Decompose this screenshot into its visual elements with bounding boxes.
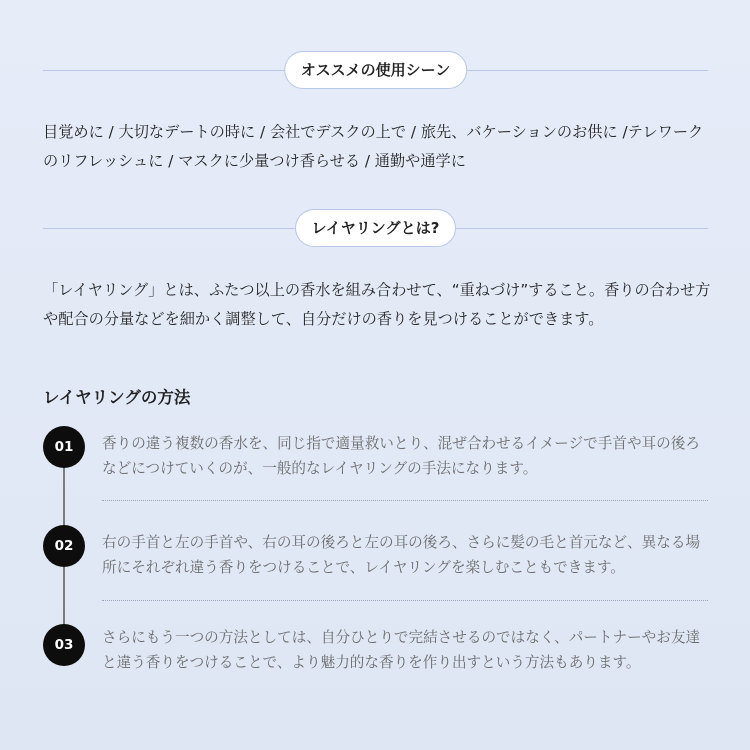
step-1-badge: 01 bbox=[43, 426, 85, 468]
scenes-section-title: オススメの使用シーン bbox=[284, 51, 468, 89]
method-title: レイヤリングの方法 bbox=[43, 388, 191, 407]
layering-section-title: レイヤリングとは? bbox=[295, 209, 457, 247]
step-divider bbox=[102, 600, 708, 601]
step-3-badge: 03 bbox=[43, 624, 85, 666]
scenes-text: 目覚めに / 大切なデートの時に / 会社でデスクの上で / 旅先、バケーションのお供に /テレワークのリフレッシュに / マスクに少量つけ香らせる / 通勤や通学に bbox=[43, 123, 704, 170]
step-2-text: 右の手首と左の手首や、右の耳の後ろと左の耳の後ろ、さらに髪の毛と首元など、異なる場所にそれぞれ違う香りをつけることで、レイヤリングを楽しむこともできます。 bbox=[102, 534, 701, 576]
layering-text: 「レイヤリング」とは、ふたつ以上の香水を組み合わせて、“重ねづけ”すること。香りの合わせ方や配合の分量などを細かく調整して、自分だけの香りを見つけることができます。 bbox=[43, 281, 711, 328]
step-2-badge: 02 bbox=[43, 525, 85, 567]
scenes-section-header bbox=[43, 50, 708, 90]
step-1-text: 香りの違う複数の香水を、同じ指で適量救いとり、混ぜ合わせるイメージで手首や耳の後ろなどにつけていくのが、一般的なレイヤリングの手法になります。 bbox=[102, 435, 700, 477]
layering-section-header bbox=[43, 208, 708, 248]
step-divider bbox=[102, 500, 708, 501]
step-3-text: さらにもう一つの方法としては、自分ひとりで完結させるのではなく、パートナーやお友達と違う香りをつけることで、より魅力的な香りを作り出すという方法もあります。 bbox=[102, 629, 701, 671]
